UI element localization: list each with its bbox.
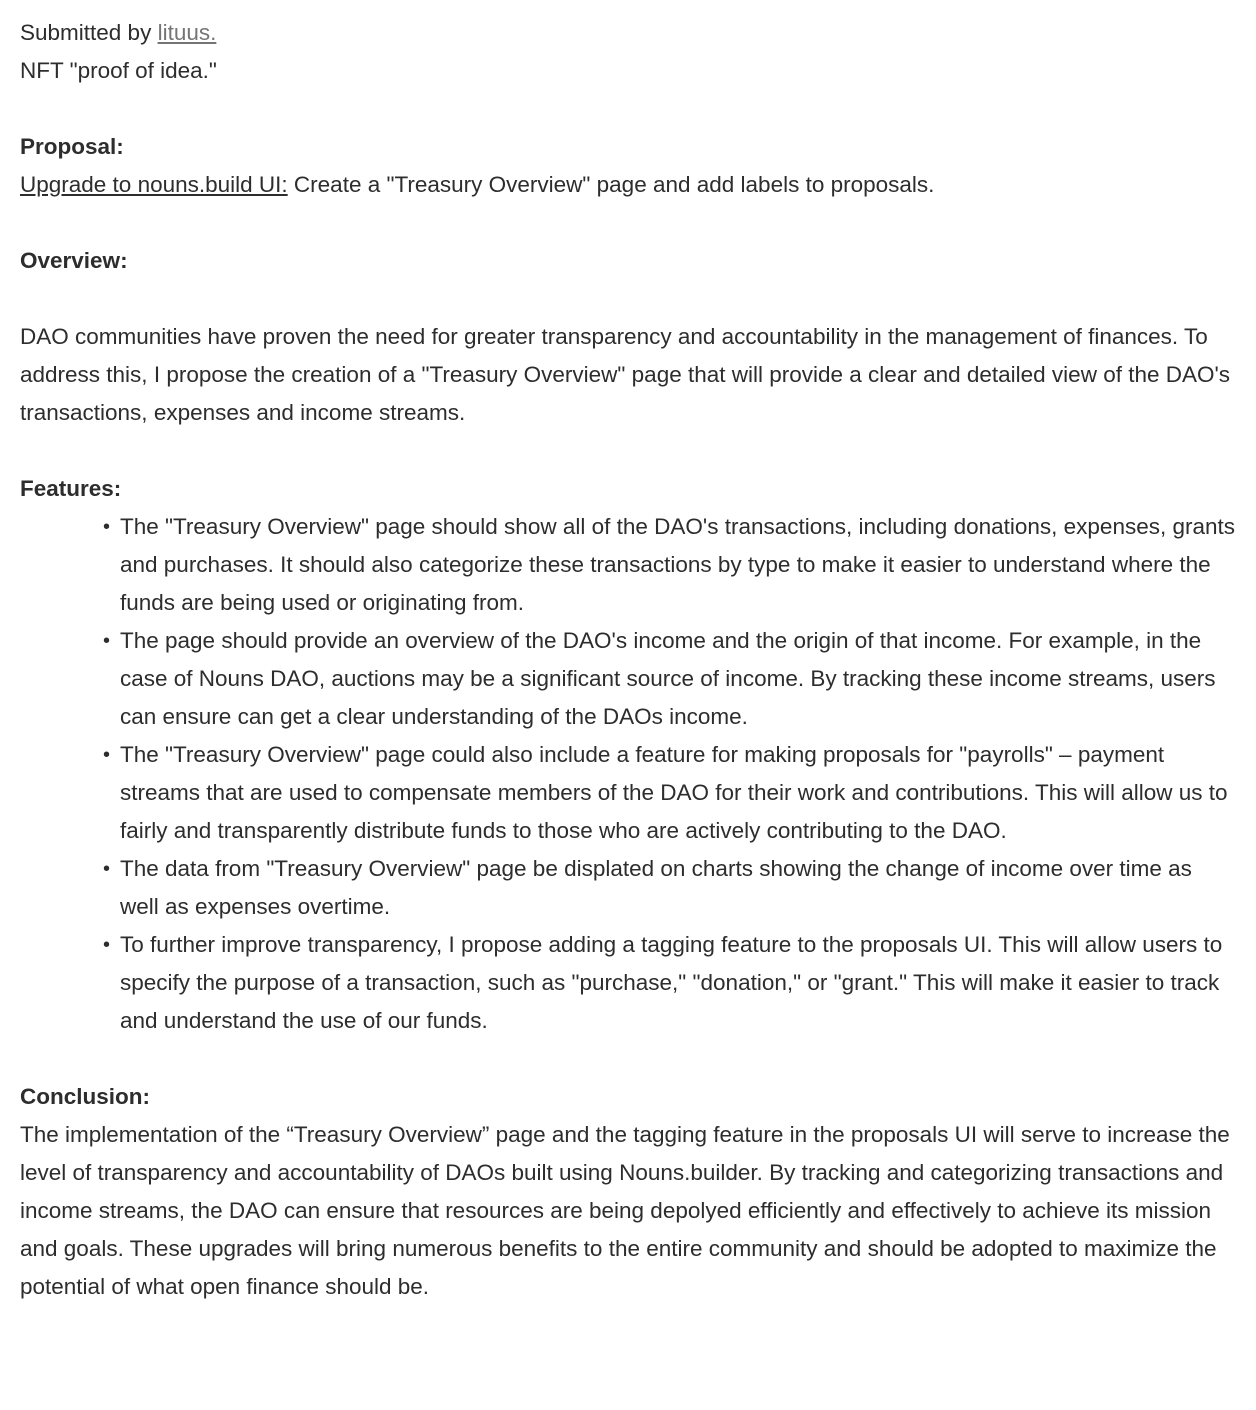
feature-item: • The "Treasury Overview" page should show all of the DAO's transactions, including donations, expenses, grants and purchases. It should also categorize these transactions by type to make it easier to understand where the funds are being used or originating from. — [120, 508, 1236, 622]
features-heading: Features: — [20, 476, 122, 501]
feature-item: • The page should provide an overview of the DAO's income and the origin of that income. For example, in the case of Nouns DAO, auctions may be a significant source of income. By tracking these income streams, users can ensure can get a clear understanding of the DAOs income. — [120, 622, 1236, 736]
features-list — [20, 508, 1236, 1040]
proposal-block — [20, 128, 1236, 204]
features-block — [20, 470, 1236, 1040]
overview-paragraph-block — [20, 318, 1236, 432]
feature-item: • The data from "Treasury Overview" page be displated on charts showing the change of income over time as well as expenses overtime. — [120, 850, 1236, 926]
overview-heading-block — [20, 242, 1236, 280]
submitted-line — [20, 14, 1236, 52]
proposal-line — [20, 166, 1236, 204]
proposal-link[interactable]: Upgrade to nouns.build UI: — [20, 172, 288, 197]
conclusion-paragraph: The implementation of the “Treasury Overview” page and the tagging feature in the proposals UI will serve to increase the level of transparency and accountability of DAOs built using Nouns.builder. By tracking and categorizing transactions and income streams, the DAO can ensure that resources are being depolyed efficiently and effectively to achieve its mission and goals. These upgrades will bring numerous benefits to the entire community and should be adopted to maximize the potential of what open finance should be. — [20, 1122, 1230, 1299]
conclusion-heading: Conclusion: — [20, 1084, 150, 1109]
feature-item: • To further improve transparency, I propose adding a tagging feature to the proposals UI. This will allow users to specify the purpose of a transaction, such as "purchase," "donation," or "grant." This will make it easier to track and understand the use of our funds. — [120, 926, 1236, 1040]
author-link[interactable]: lituus. — [157, 20, 217, 45]
proposal-rest: Create a "Treasury Overview" page and add labels to proposals. — [287, 172, 935, 197]
overview-paragraph: DAO communities have proven the need for greater transparency and accountability in the management of finances. To address this, I propose the creation of a "Treasury Overview" page that will provide a clear and detailed view of the DAO's transactions, expenses and income streams. — [20, 324, 1231, 425]
nft-line: NFT "proof of idea." — [20, 58, 217, 83]
feature-item: • The "Treasury Overview" page could also include a feature for making proposals for "payrolls" – payment streams that are used to compensate members of the DAO for their work and contributions. This will allow us to fairly and transparently distribute funds to those who are actively contributing to the DAO. — [120, 736, 1236, 850]
conclusion-block — [20, 1078, 1236, 1306]
proposal-heading: Proposal: — [20, 134, 124, 159]
overview-heading: Overview: — [20, 248, 128, 273]
header-block — [20, 14, 1236, 90]
submitted-prefix: Submitted by — [20, 20, 158, 45]
